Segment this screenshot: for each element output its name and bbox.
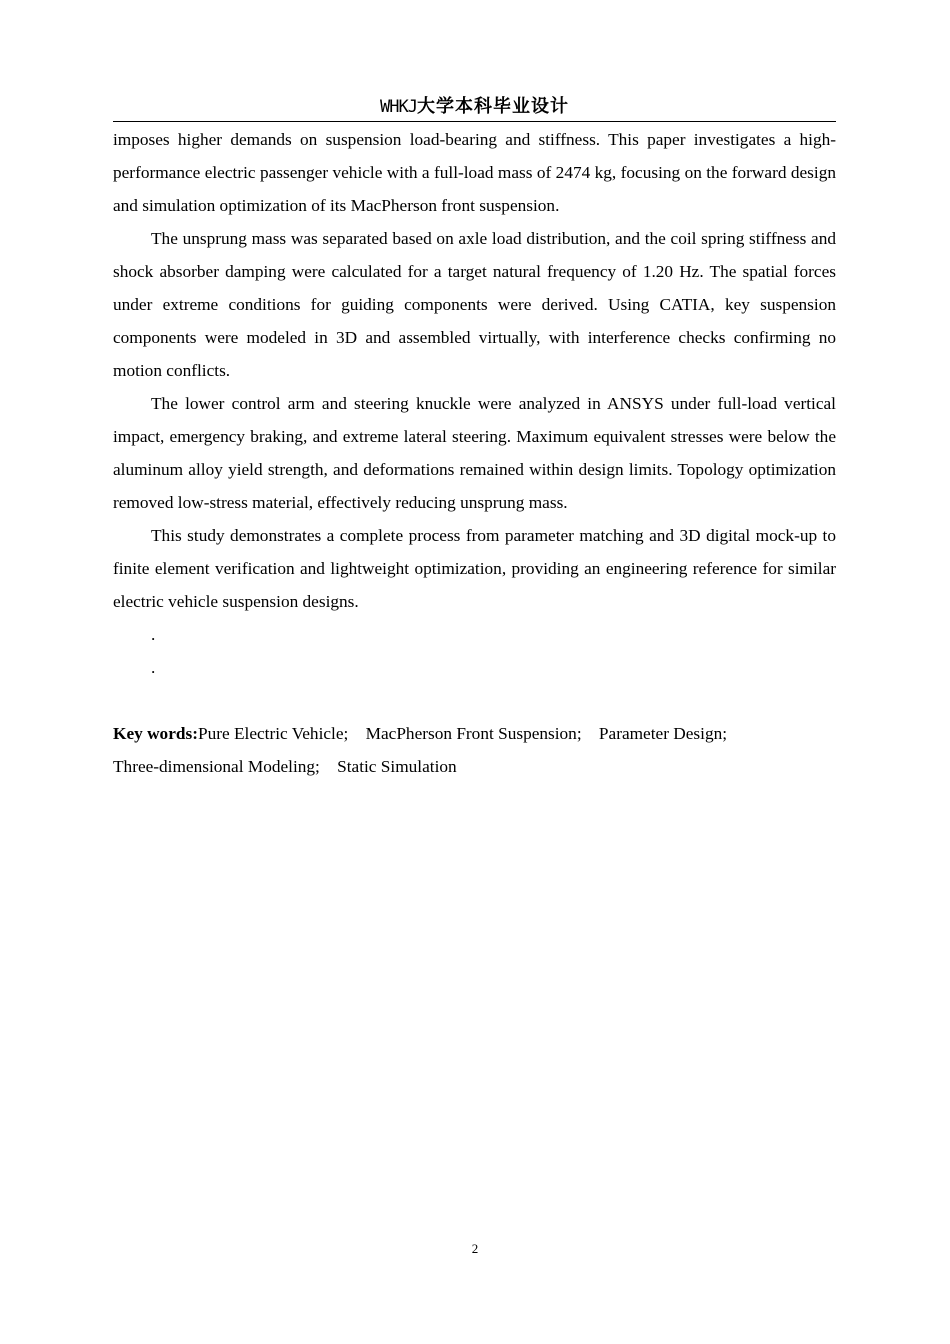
abstract-paragraph: This study demonstrates a complete process from parameter matching and 3D digital mock-up to finite element verification and lightweight optimization, providing an engineering reference for similar electric vehicle suspension designs. bbox=[113, 526, 836, 611]
page-header bbox=[113, 93, 836, 122]
abstract-paragraph-continued: imposes higher demands on suspension load-bearing and stiffness. This paper investigates a high-performance electric passenger vehicle with a full-load mass of 2474 kg, focusing on the forward design and simulation optimization of its MacPherson front suspension. bbox=[113, 130, 836, 215]
page-number: 2 bbox=[471, 1241, 479, 1256]
header-institution-code: WHKJ bbox=[380, 97, 417, 117]
abstract-body bbox=[113, 123, 836, 783]
keywords-block bbox=[113, 717, 836, 783]
abstract-paragraph: The unsprung mass was separated based on axle load distribution, and the coil spring stiffness and shock absorber damping were calculated for a target natural frequency of 1.20 Hz. The spatial forces under extreme conditions for guiding components were derived. Using CATIA, key suspension components were modeled in 3D and assembled virtually, with interference checks confirming no motion conflicts. bbox=[113, 229, 836, 380]
stray-dot: . bbox=[151, 625, 156, 644]
keywords-label: Key words: bbox=[113, 724, 198, 743]
keyword-item: Static Simulation bbox=[337, 757, 457, 776]
stray-dot: . bbox=[151, 658, 156, 677]
keyword-item: Parameter Design; bbox=[598, 724, 728, 743]
abstract-paragraph: The lower control arm and steering knuckle were analyzed in ANSYS under full-load vertical impact, emergency braking, and extreme lateral steering. Maximum equivalent stresses were below the aluminum alloy yield strength, and deformations remained within design limits. Topology optimization removed low-stress material, effectively reducing unsprung mass. bbox=[113, 394, 836, 512]
keyword-item: Three-dimensional Modeling; bbox=[113, 757, 320, 776]
keyword-item: Pure Electric Vehicle; bbox=[197, 724, 349, 743]
header-document-type: 大学本科毕业设计 bbox=[416, 96, 569, 117]
keyword-item: MacPherson Front Suspension; bbox=[365, 724, 582, 743]
